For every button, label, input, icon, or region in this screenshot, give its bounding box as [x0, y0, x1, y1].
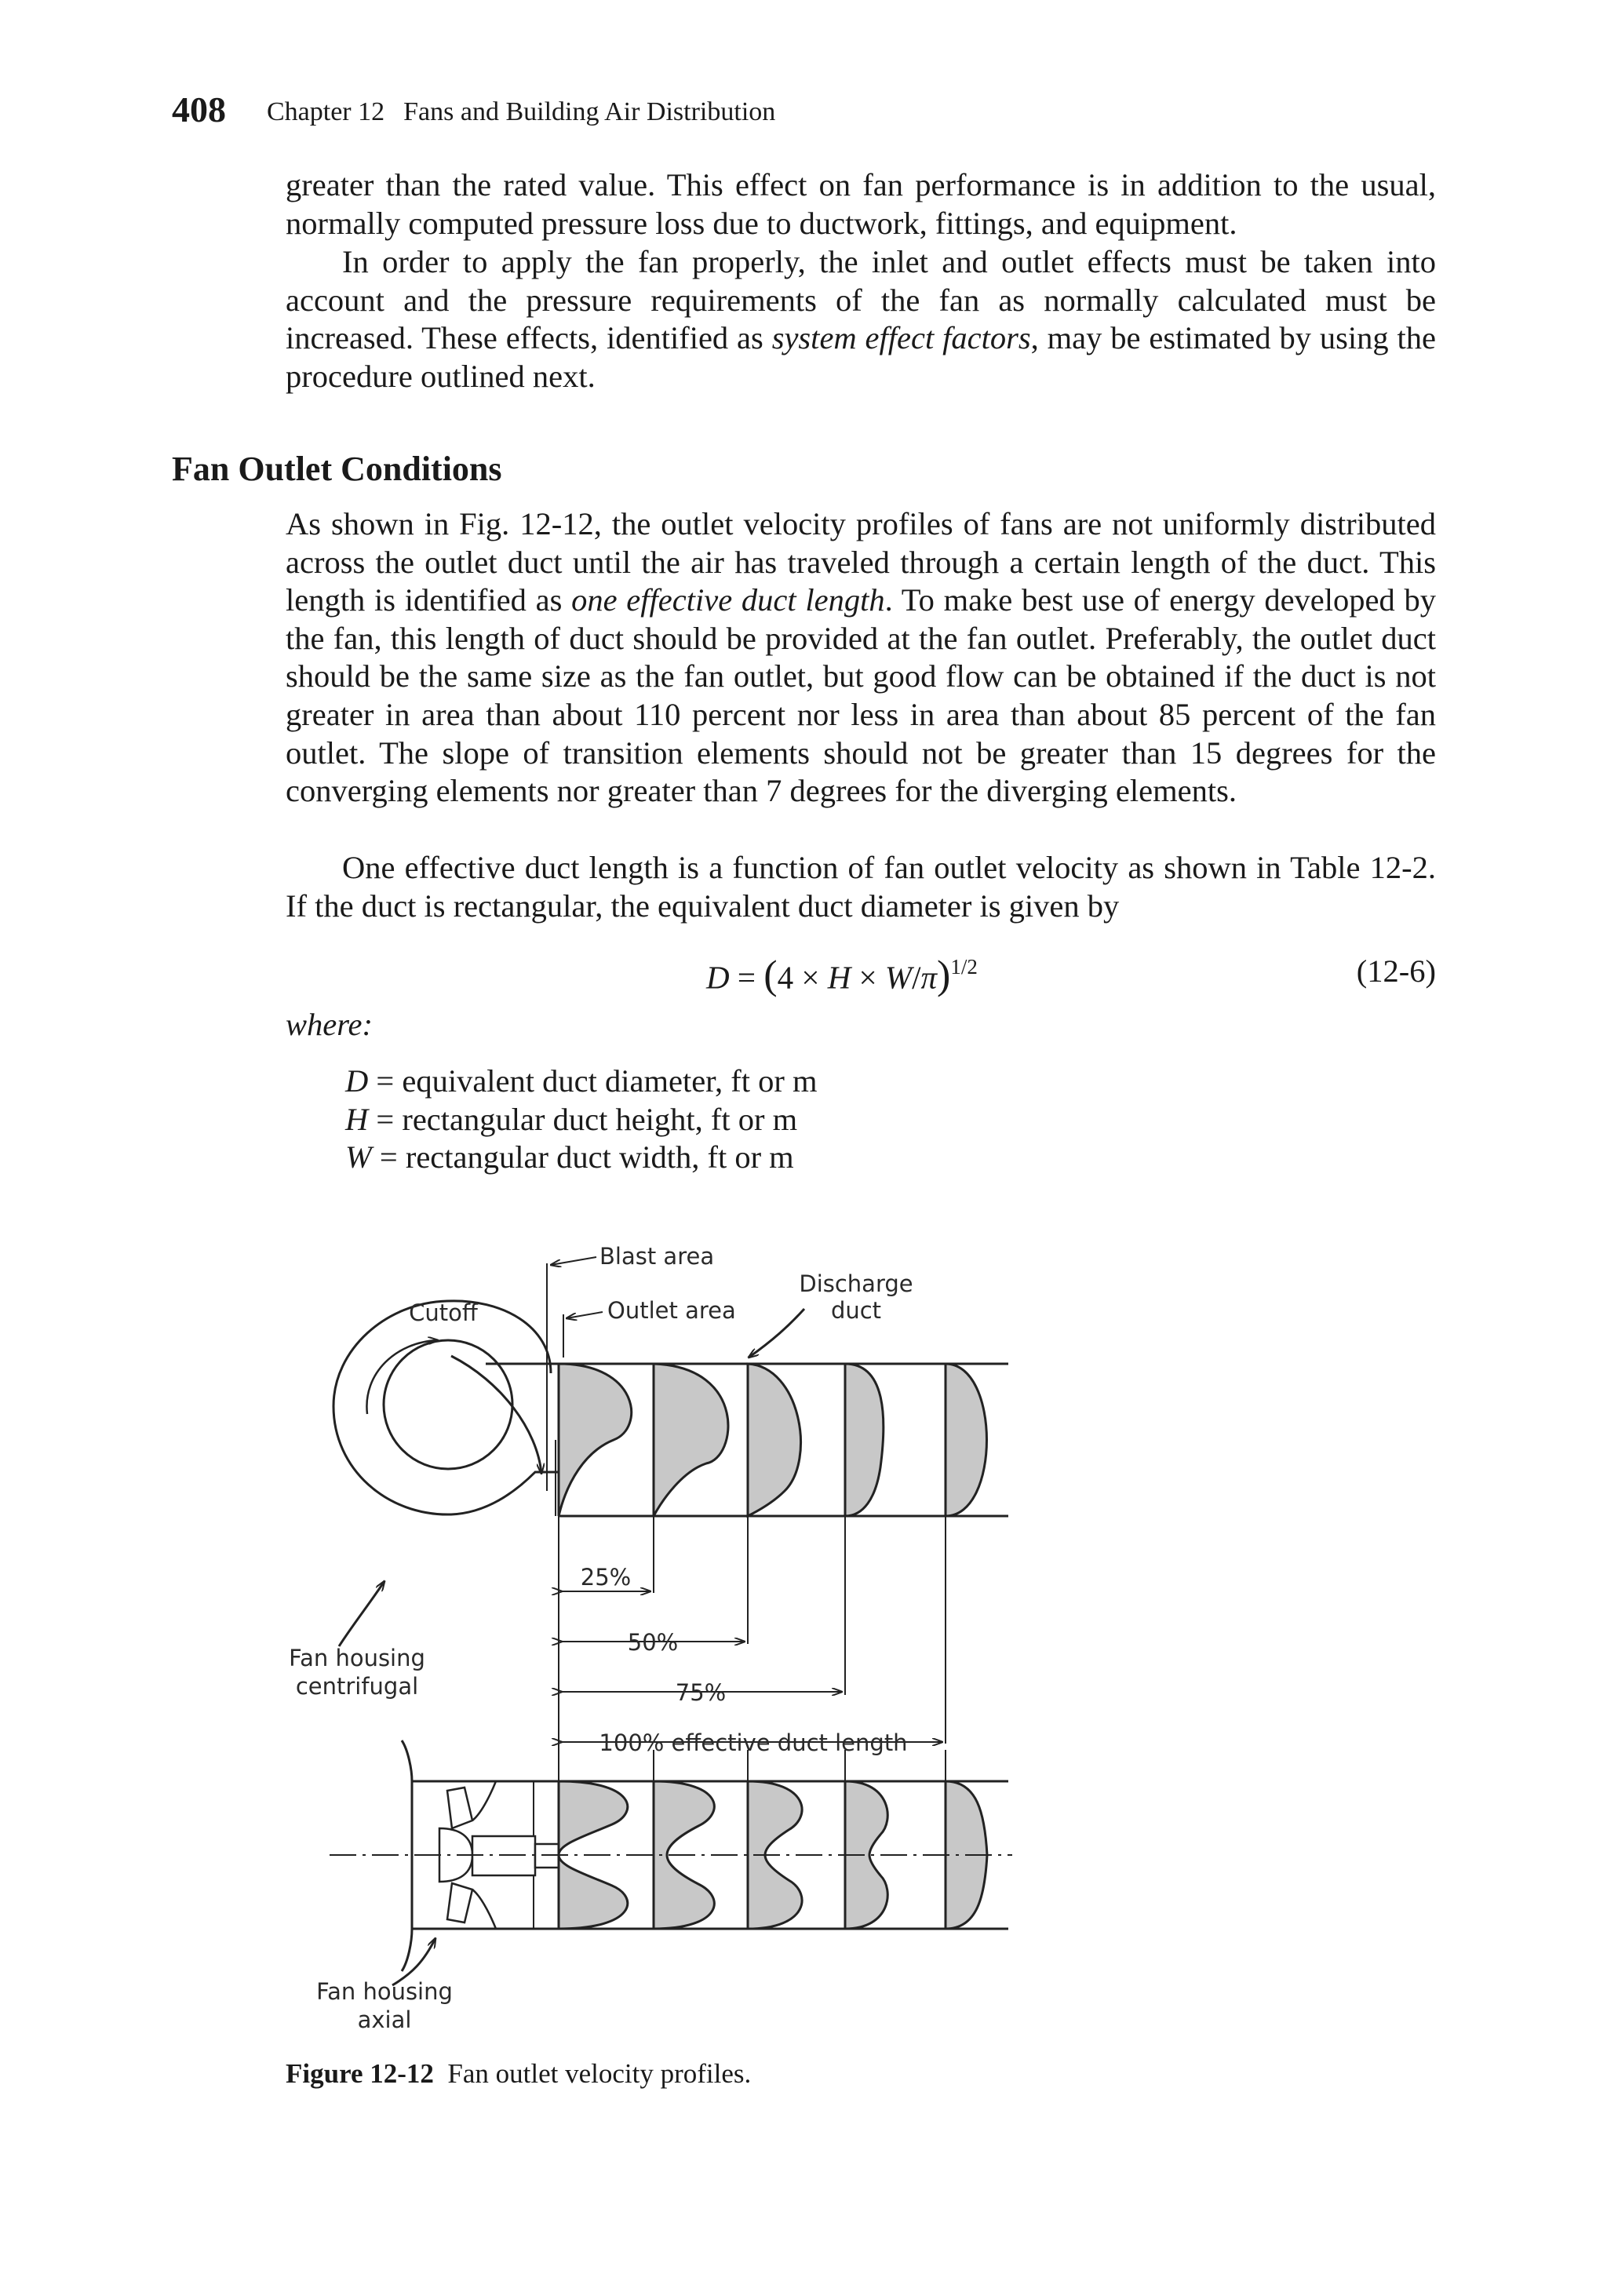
- figure-caption: [286, 2056, 751, 2092]
- profile-25pct: [654, 1364, 728, 1516]
- section-heading: Fan Outlet Conditions: [172, 450, 502, 488]
- running-head: [267, 94, 775, 130]
- term-effective-duct-length: one effective duct length: [571, 582, 885, 618]
- label-fan-housing-axial: Fan housing: [316, 1978, 453, 2005]
- chapter-label: Chapter 12: [267, 97, 385, 126]
- term-system-effect-factors: system effect factors: [771, 320, 1031, 356]
- page-number: 408: [172, 89, 226, 129]
- label-centrifugal: centrifugal: [295, 1673, 419, 1700]
- discharge-arrow: [749, 1309, 804, 1358]
- centrifugal-fan-housing: [333, 1301, 559, 1514]
- label-fan-housing-centrifugal: Fan housing: [289, 1645, 425, 1671]
- paragraph-equivalent-diameter: One effective duct length is a function of fan outlet velocity as shown in Table 12-2. If the duct is rectangular, the equivalent duct diameter is given by: [286, 850, 1436, 924]
- rotation-arrow: [366, 1340, 438, 1414]
- label-outlet-area: Outlet area: [607, 1297, 736, 1324]
- centrifugal-velocity-profiles: [559, 1364, 987, 1516]
- figure-diagram: [267, 1232, 1051, 2064]
- variable-definitions: [345, 1062, 818, 1177]
- label-50pct: 50%: [627, 1629, 679, 1656]
- figure-caption-text: Fan outlet velocity profiles.: [447, 2058, 752, 2089]
- label-blast-area: Blast area: [599, 1243, 715, 1270]
- figure-label: Figure 12-12: [286, 2058, 434, 2089]
- figure-fan-outlet-velocity-profiles: [267, 1232, 1051, 2064]
- label-100pct-effective-duct-length: 100% effective duct length: [599, 1729, 908, 1756]
- chapter-title: Fans and Building Air Distribution: [403, 97, 776, 126]
- paragraph-system-effect: In order to apply the fan properly, the inlet and outlet effects must be taken into account and the pressure requirements of the fan as normally calculated must be increased. These effects, identified as system effect factors, may be estimated by using the procedure outlined next.: [286, 244, 1436, 394]
- profile-50pct: [748, 1364, 801, 1516]
- cutoff-arrow: [451, 1356, 541, 1474]
- label-25pct: 25%: [580, 1564, 632, 1591]
- fan-wheel: [384, 1340, 512, 1469]
- label-75pct: 75%: [675, 1679, 727, 1706]
- paragraph-outlet-profiles: As shown in Fig. 12-12, the outlet velocity profiles of fans are not uniformly distributed across the outlet duct until the air has traveled through a certain length of the duct. This length is identified as one effective duct length. To make best use of energy developed by the fan, this length of duct should be provided at the fan outlet. Preferably, the outlet duct should be the same size as the fan outlet, but good flow can be obtained if the duct is not greater in area than about 110 percent nor less in area than about 85 percent of the fan outlet. The slope of transition elements should not be greater than 15 degrees for the converging elements nor greater than 7 degrees for the diverging elements.: [286, 506, 1436, 809]
- profile-100pct: [946, 1364, 987, 1516]
- profile-0pct: [559, 1364, 632, 1516]
- equation-12-6: $D = (4 \times H \times W/\pi)^{1/2}$: [706, 953, 978, 998]
- label-discharge: Discharge: [799, 1270, 913, 1297]
- definition-d: D = equivalent duct diameter, ft or m: [345, 1063, 818, 1099]
- label-discharge-duct: duct: [830, 1297, 882, 1324]
- definition-h: H = rectangular duct height, ft or m: [345, 1101, 798, 1137]
- label-cutoff: Cutoff: [409, 1299, 478, 1326]
- where-label: where:: [286, 1007, 373, 1042]
- equation-number: (12-6): [1356, 953, 1436, 989]
- definition-w: W = rectangular duct width, ft or m: [345, 1139, 794, 1175]
- paragraph-continuation: greater than the rated value. This effect on fan performance is in addition to the usual, normally computed pressure loss due to ductwork, fittings, and equipment.: [286, 167, 1436, 241]
- profile-75pct: [845, 1364, 884, 1516]
- label-axial: axial: [357, 2006, 412, 2033]
